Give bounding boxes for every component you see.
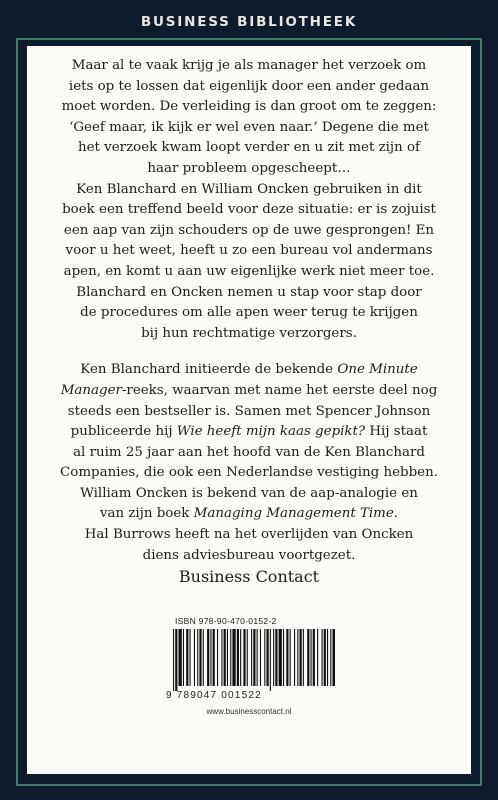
barcode-bar [324,629,326,686]
barcode-bar [199,629,201,686]
blurb-line: ‘Geef maar, ik kijk er wel even naar.’ Degene die met [69,119,429,135]
barcode-bar [311,629,312,686]
barcode-bar [300,629,302,686]
barcode-digits: 9 789047 001522 [166,690,262,701]
blurb-line: de procedures om alle apen weer terug te krijgen [80,305,418,321]
blurb [42,56,456,566]
barcode-bar [286,629,288,686]
barcode-bar [307,629,309,686]
barcode-bar [267,629,269,686]
barcode-bar [183,629,184,686]
barcode [171,629,335,691]
blurb-line: Hal Burrows heeft na het overlijden van Oncken [84,527,414,543]
blurb-paragraph-2 [42,360,456,566]
blurb-line: Companies, die ook een Nederlandse vestiging hebben. [60,465,438,481]
barcode-bar [232,629,235,686]
series-title: BUSINESS BIBLIOTHEEK [140,14,358,30]
blurb-line: boek een treffend beeld voor deze situatie: er is zojuist [62,202,436,218]
barcode-bar [230,629,231,686]
blurb-line: voor u het weet, heeft u zo een bureau vol andermans [65,243,433,259]
barcode-bar [290,629,291,686]
barcode-bar [313,629,315,686]
blurb-line: Blanchard en Oncken nemen u stap voor stap door [76,284,422,300]
barcode-bar [322,629,323,686]
blurb-line: Ken Blanchard initieerde de bekende One Minute [80,362,418,378]
barcode-bar [253,629,255,686]
publisher-name: Business Contact [178,567,320,586]
barcode-bar [227,629,228,686]
blurb-line: Manager-reeks, waarvan met name het eerste deel nog [60,382,438,398]
blurb-line: William Oncken is bekend van de aap-analogie en [80,485,418,501]
barcode-bar [213,629,215,686]
barcode-bar [297,629,298,686]
barcode-bar [217,629,218,686]
blurb-line: apen, en komt u aan uw eigenlijke werk niet meer toe. [63,263,435,279]
barcode-bar [190,629,191,686]
barcode-bar [210,629,211,686]
barcode-bar [194,629,195,686]
blurb-line: Maar al te vaak krijg je als manager het verzoek om [71,58,427,73]
blurb-line: diens adviesbureau voortgezet. [142,547,356,563]
barcode-bar [237,629,239,686]
barcode-bar [221,629,222,686]
barcode-bar [186,629,188,686]
blurb-line: moet worden. De verleiding is dan groot om te zeggen: [61,99,437,115]
barcode-bar [207,629,209,686]
barcode-bar [251,629,252,686]
barcode-bar [317,629,318,686]
blurb-line: steeds een bestseller is. Samen met Spencer Johnson [67,403,431,419]
barcode-bar [273,629,274,686]
barcode-bar [294,629,295,686]
blurb-line: een aap van zijn schouders op de uwe gesprongen! En [63,222,435,238]
barcode-bar [197,629,198,686]
barcode-bar [179,629,182,686]
blurb-line: al ruim 25 jaar aan het hoofd van de Ken Blanchard [73,444,425,460]
barcode-bar [283,629,284,686]
barcode-bar [247,629,248,686]
barcode-bar [224,629,226,686]
barcode-bar [270,629,271,691]
publisher-url: www.businesscontact.nl [206,707,292,716]
blurb-line: van zijn boek Managing Management Time. [99,506,399,522]
blurb-line: Ken Blanchard en William Oncken gebruiken in dit [76,181,422,197]
isbn-label: ISBN 978-90-470-0152-2 [175,616,277,626]
blurb-line: publiceerde hij Wie heeft mijn kaas gepikt? Hij staat [70,424,428,440]
barcode-bar [264,629,265,686]
barcode-bar [279,629,282,686]
barcode-bar [203,629,204,686]
barcode-bar [330,629,331,686]
blurb-paragraph-1 [42,56,456,344]
blurb-line: het verzoek kwam loopt verder en u zit met zijn of [78,140,420,156]
barcode-bar [240,629,241,686]
blurb-line: bij hun rechtmatige verzorgers. [141,325,357,341]
barcode-bar [333,629,336,686]
barcode-bar [327,629,328,686]
blurb-line: haar probleem opgescheept… [147,160,351,176]
barcode-bar [173,629,174,691]
barcode-bar [257,629,258,686]
barcode-bar [303,629,304,686]
barcode-bar [260,629,261,686]
blurb-line: iets op te lossen dat eigenlijk door een ander gedaan [68,78,430,94]
barcode-bar [275,629,277,686]
barcode-bar [175,629,177,691]
barcode-bar [243,629,245,686]
